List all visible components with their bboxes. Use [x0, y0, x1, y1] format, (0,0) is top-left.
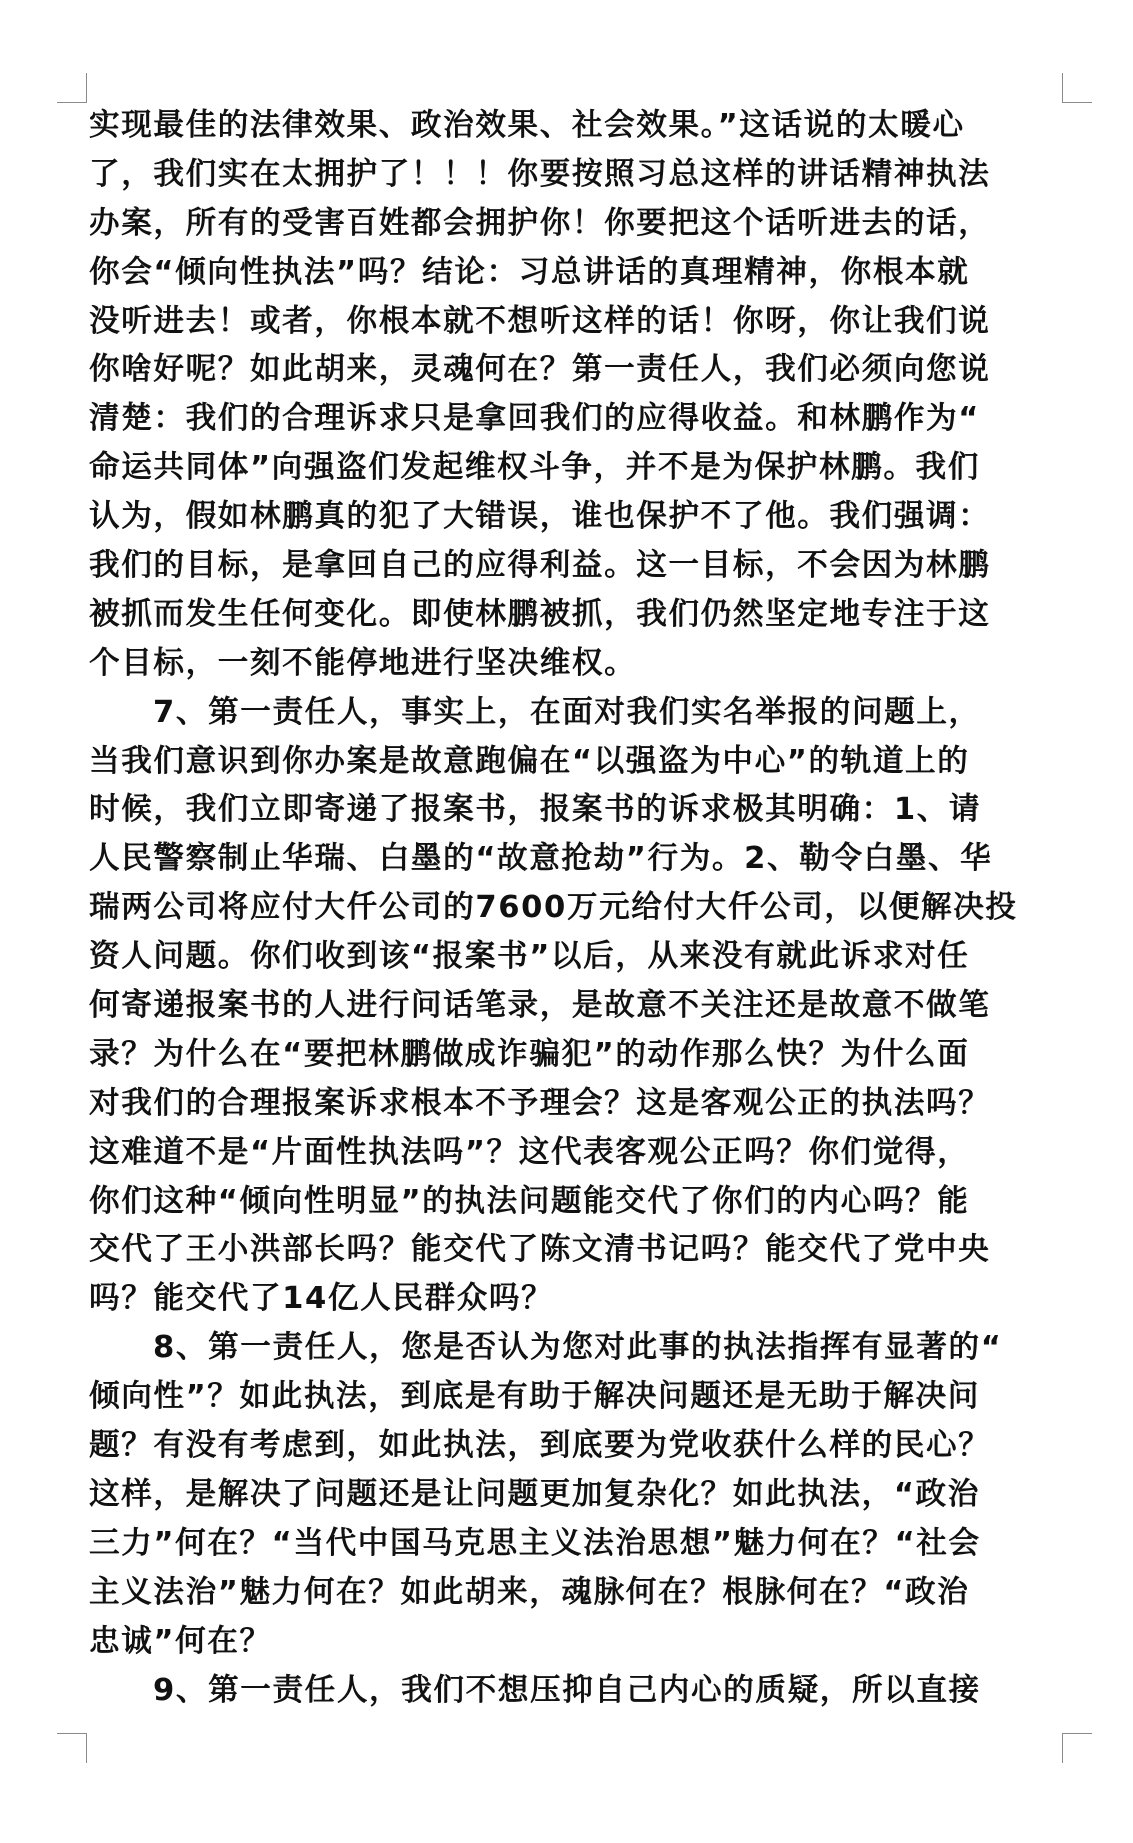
text-line: 你们这种“倾向性明显”的执法问题能交代了你们的内心吗？能 — [89, 1183, 970, 1219]
text-line: 这难道不是“片面性执法吗”？这代表客观公正吗？你们觉得， — [89, 1134, 970, 1170]
text-line: 当我们意识到你办案是故意跑偏在“以强盗为中心”的轨道上的 — [89, 743, 970, 779]
text-line: 清楚：我们的合理诉求只是拿回我们的应得收益。和林鹏作为“ — [89, 401, 980, 437]
paragraph-first-line: 8、第一责任人，您是否认为您对此事的执法指挥有显著的“ — [153, 1330, 1003, 1366]
paragraph-first-line: 7、第一责任人，事实上，在面对我们实名举报的问题上， — [153, 694, 981, 730]
text-line: 录？为什么在“要把林鹏做成诈骗犯”的动作那么快？为什么面 — [89, 1036, 970, 1072]
text-line: 了，我们实在太拥护了！！！你要按照习总这样的讲话精神执法 — [89, 156, 991, 192]
text-line: 主义法治”魅力何在？如此胡来，魂脉何在？根脉何在？“政治 — [89, 1574, 970, 1610]
text-line: 三力”何在？“当代中国马克思主义法治思想”魅力何在？“社会 — [89, 1525, 981, 1561]
text-line: 被抓而发生任何变化。即使林鹏被抓，我们仍然坚定地专注于这 — [89, 596, 991, 632]
text-line: 这样，是解决了问题还是让问题更加复杂化？如此执法，“政治 — [89, 1476, 980, 1512]
text-line: 交代了王小洪部长吗？能交代了陈文清书记吗？能交代了党中央 — [89, 1232, 991, 1268]
paragraph-first-line: 9、第一责任人，我们不想压抑自己内心的质疑，所以直接 — [153, 1672, 981, 1708]
text-line: 认为，假如林鹏真的犯了大错误，谁也保护不了他。我们强调： — [89, 499, 991, 535]
text-line: 办案，所有的受害百姓都会拥护你！你要把这个话听进去的话， — [89, 205, 991, 241]
text-line: 个目标，一刻不能停地进行坚决维权。 — [89, 645, 637, 681]
text-line: 何寄递报案书的人进行问话笔录，是故意不关注还是故意不做笔 — [89, 988, 991, 1024]
text-line: 时候，我们立即寄递了报案书，报案书的诉求极其明确：1、请 — [89, 792, 982, 828]
text-line: 忠诚”何在？ — [89, 1623, 272, 1659]
text-line: 吗？能交代了14亿人民群众吗？ — [89, 1281, 554, 1317]
text-line: 我们的目标，是拿回自己的应得利益。这一目标，不会因为林鹏 — [89, 548, 991, 584]
margin-corner-mark-top-right — [1062, 73, 1092, 103]
document-body-text — [89, 102, 1059, 1715]
text-line: 你会“倾向性执法”吗？结论：习总讲话的真理精神，你根本就 — [89, 254, 970, 290]
text-line: 你啥好呢？如此胡来，灵魂何在？第一责任人，我们必须向您说 — [89, 352, 991, 388]
text-line: 命运共同体”向强盗们发起维权斗争，并不是为保护林鹏。我们 — [89, 450, 980, 486]
margin-corner-mark-bottom-left — [57, 1733, 87, 1763]
text-line: 题？有没有考虑到，如此执法，到底要为党收获什么样的民心？ — [89, 1428, 991, 1464]
text-line: 资人问题。你们收到该“报案书”以后，从来没有就此诉求对任 — [89, 939, 970, 975]
margin-corner-mark-top-left — [57, 73, 87, 103]
text-line: 没听进去！或者，你根本就不想听这样的话！你呀，你让我们说 — [89, 303, 991, 339]
text-line: 瑞两公司将应付大仟公司的7600万元给付大仟公司，以便解决投 — [89, 890, 1018, 926]
text-line: 倾向性”？如此执法，到底是有助于解决问题还是无助于解决问 — [89, 1379, 980, 1415]
margin-corner-mark-bottom-right — [1062, 1733, 1092, 1763]
text-line: 实现最佳的法律效果、政治效果、社会效果。”这话说的太暖心 — [89, 108, 965, 143]
text-line: 对我们的合理报案诉求根本不予理会？这是客观公正的执法吗？ — [89, 1085, 991, 1121]
text-line: 人民警察制止华瑞、白墨的“故意抢劫”行为。2、勒令白墨、华 — [89, 841, 993, 877]
